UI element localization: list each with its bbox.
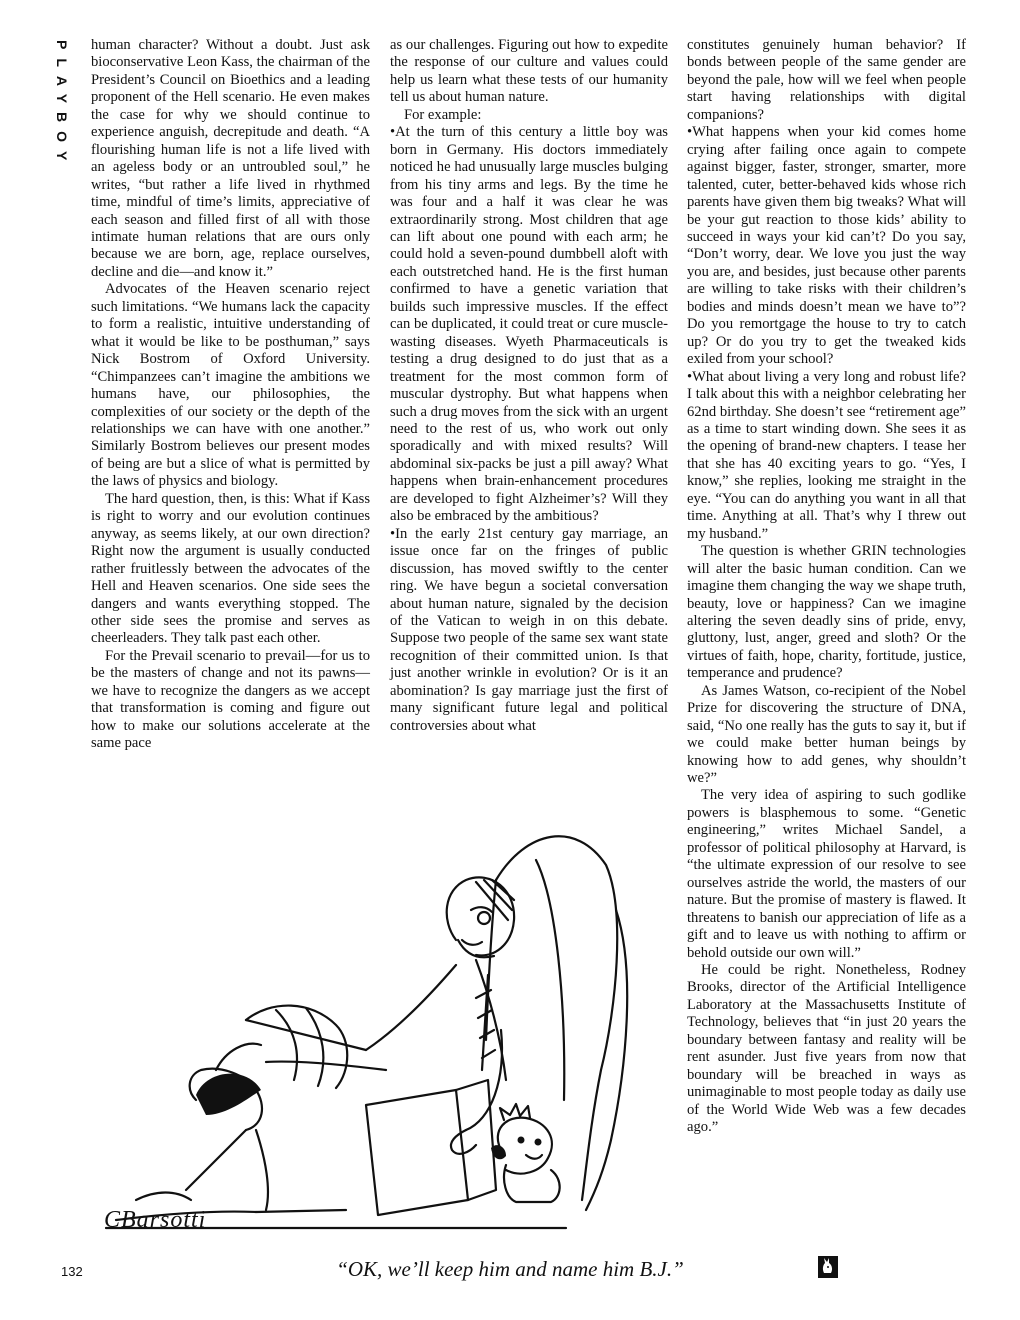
rabbit-head-logo	[818, 1256, 838, 1278]
paragraph: For the Prevail scenario to prevail—for us to be the masters of change and not its pawns—we have to recognize the dangers as we accept that transformation is coming and figure out how to make our solutions accelerate at the same pace	[91, 647, 370, 752]
paragraph: Advocates of the Heaven scenario reject such limitations. “We humans lack the capacity to form a realistic, intuitive understanding of what it would be like to be posthuman,” says Nick Bostrom of Oxford University. “Chimpanzees can’t imagine the ambitions we humans have, our philosophies, the complexities of our society or the depth of the relationships we can have with one another.” Similarly Bostrom believes our present modes of being are but a slice of what is permitted by the laws of physics and biology.	[91, 281, 370, 490]
article-column-3	[687, 37, 966, 1137]
running-head: PLAYBOY	[54, 40, 70, 170]
paragraph: He could be right. Nonetheless, Rodney Brooks, director of the Artificial Intelligence Laboratory at the Massachusetts Institute of Technology, believes that “in just 20 years the boundary between fantasy and reality will be rent asunder. Just five years from now that boundary will be breached in ways as unimaginable to most people today as daily use of the World Wide Web was a few decades ago.”	[687, 962, 966, 1136]
paragraph: constitutes genuinely human behavior? If bonds between people of the same gender are beyond the pale, how will we feel when people start having relationships with digital companions?	[687, 37, 966, 123]
article-column-2	[390, 37, 668, 735]
cartoonist-signature: CBarsotti	[104, 1207, 207, 1233]
paragraph: human character? Without a doubt. Just ask bioconservative Leon Kass, the chairman of the President’s Council on Bioethics and a leading proponent of the Hell scenario. He even makes the case for why we should continue to experience anguish, decrepitude and death. “A flourishing human life is not a life lived with an ageless body or an untroubled soul,” he writes, “but rather a life lived in rhythmed time, mindful of time’s limits, appreciative of each season and filled first of all with those intimate human relations that are ours only because we are born, age, replace ourselves, decline and die—and know it.”	[91, 37, 370, 280]
caption-text: “OK, we’ll keep him and name him B.J.”	[336, 1257, 684, 1281]
bullet-paragraph: •What about living a very long and robust life? I talk about this with a neighbor celebrating her 62nd birthday. She doesn’t see “retirement age” as a time to start winding down. She sees it as the opening of brand-new chapters. I tease her that she has 40 exciting years to go. “Yes, I know,” she replies, looking me straight in the eye. “You can do anything you want in all that time. Anything at all. That’s why I threw out my husband.”	[687, 368, 966, 542]
paragraph: The very idea of aspiring to such godlike powers is blasphemous to some. “Genetic engineering,” writes Michael Sandel, a professor of political philosophy at Harvard, is “the ultimate expression of our resolve to see ourselves astride the world, the masters of our nature. But the promise of mastery is flawed. It threatens to banish our appreciation of life as a gift and to leave us with nothing to affirm or behold outside our own will.”	[687, 787, 966, 961]
bullet-paragraph: •What happens when your kid comes home crying after failing once again to compete against bigger, faster, stronger, smarter, more talented, cuter, better-behaved kids whose rich parents have given them big tweaks? What will be your gut reaction to those kids’ ability to succeed in ways your kid can’t? Do you say, “Don’t worry, dear. We love you just the way you are, and besides, just because other parents are willing to take risks with their children’s bodies and minds doesn’t mean we have to”? Do you remortgage the house to try to catch up? Or do you try to get the tweaked kids exiled from your school?	[687, 124, 966, 368]
paragraph: as our challenges. Figuring out how to expedite the response of our culture and values could help us learn what these tests of our humanity tell us about human nature.	[390, 37, 668, 106]
paragraph: As James Watson, co-recipient of the Nobel Prize for discovering the structure of DNA, said, “No one really has the guts to say it, but if we could make better human beings by knowing how to add genes, why shouldn’t we?”	[687, 682, 966, 787]
paragraph: For example:	[404, 106, 482, 123]
cartoon-illustration	[96, 770, 681, 1250]
article-column-1	[91, 37, 370, 753]
paragraph: The hard question, then, is this: What if Kass is right to worry and our evolution continues anyway, as seems likely, at our own direction? Right now the argument is usually conducted rather fruitlessly between the advocates of the Hell and Heaven scenarios. One side sees the dangers and wants everything stopped. The other side sees the promise and serves as cheerleaders. They talk past each other.	[91, 490, 370, 647]
page-number: 132	[61, 1264, 83, 1279]
paragraph: The question is whether GRIN technologies will alter the basic human condition. Can we imagine them changing the way we shape truth, beauty, love or happiness? Can we imagine altering the seven deadly sins of pride, envy, gluttony, lust, anger, greed and sloth? Or the virtues of faith, hope, charity, fortitude, justice, temperance and prudence?	[687, 543, 966, 682]
bullet-paragraph: •In the early 21st century gay marriage, an issue once far on the fringes of public discussion, has moved swiftly to the center ring. We have begun a societal conversation about human nature, signaled by the decision of the Vatican to weigh in on this debate. Suppose two people of the same sex want state recognition of their committed union. Is that just another wrinkle in evolution? Or is it an abomination? Is gay marriage just the first of many significant future legal and political controversies about what	[390, 525, 668, 734]
cartoon-caption	[0, 1257, 1020, 1282]
bullet-paragraph: •At the turn of this century a little boy was born in Germany. His doctors immediately noticed he had unusually large muscles bulging from his tiny arms and legs. By the time he was four and a half it was clear he was extraordinarily strong. Most children that age can lift about one pound with each arm; he could hold a seven-pound dumbbell aloft with each outstretched hand. He is the first human confirmed to have a genetic variation that builds such impressive muscles. If the effect can be duplicated, it could treat or cure muscle-wasting diseases. Wyeth Pharmaceuticals is testing a drug designed to do just that as a treatment for the most common form of muscular dystrophy. But what happens when such a drug moves from the sick with an urgent need to the rest of us, who work out only sporadically and with mixed results? Will abdominal six-packs be just a pill away? What happens when brain-enhancement procedures are developed to fight Alzheimer’s? Will they also be embraced by the ambitious?	[390, 124, 668, 525]
